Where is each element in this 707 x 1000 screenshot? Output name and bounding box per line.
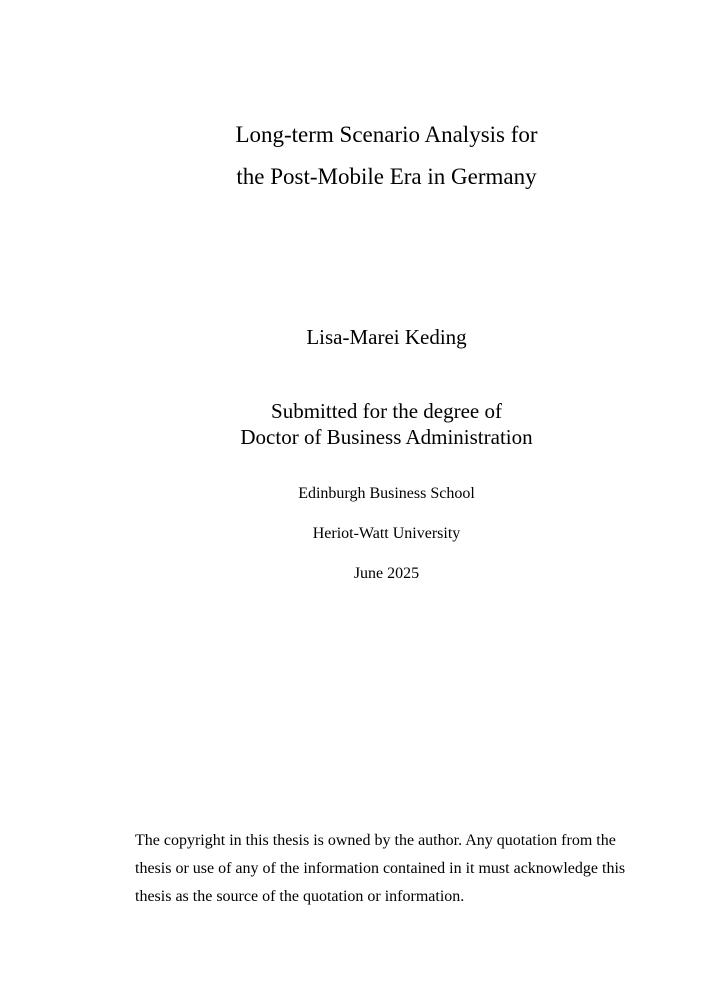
thesis-title — [0, 121, 707, 149]
degree-block — [0, 398, 707, 450]
thesis-title-continued — [0, 163, 707, 191]
author-block — [0, 324, 707, 350]
thesis-title-line-2: the Post-Mobile Era in Germany — [236, 164, 537, 189]
school-name: Edinburgh Business School — [298, 485, 475, 502]
copyright-line-3: thesis as the source of the quotation or information. — [135, 888, 465, 905]
school-block — [0, 484, 707, 504]
degree-line-1: Submitted for the degree of — [271, 399, 502, 423]
university-name: Heriot-Watt University — [312, 525, 461, 542]
university-block — [0, 524, 707, 544]
copyright-line-2: thesis or use of any of the information contained in it must acknowledge this — [135, 860, 626, 877]
thesis-title-line-1: Long-term Scenario Analysis for — [235, 122, 538, 147]
date-block — [0, 564, 707, 584]
submission-date: June 2025 — [353, 565, 420, 582]
copyright-line-1: The copyright in this thesis is owned by the author. Any quotation from the — [135, 832, 616, 849]
copyright-notice — [135, 827, 655, 911]
author-name: Lisa-Marei Keding — [306, 325, 467, 349]
degree-line-2: Doctor of Business Administration — [240, 425, 533, 449]
